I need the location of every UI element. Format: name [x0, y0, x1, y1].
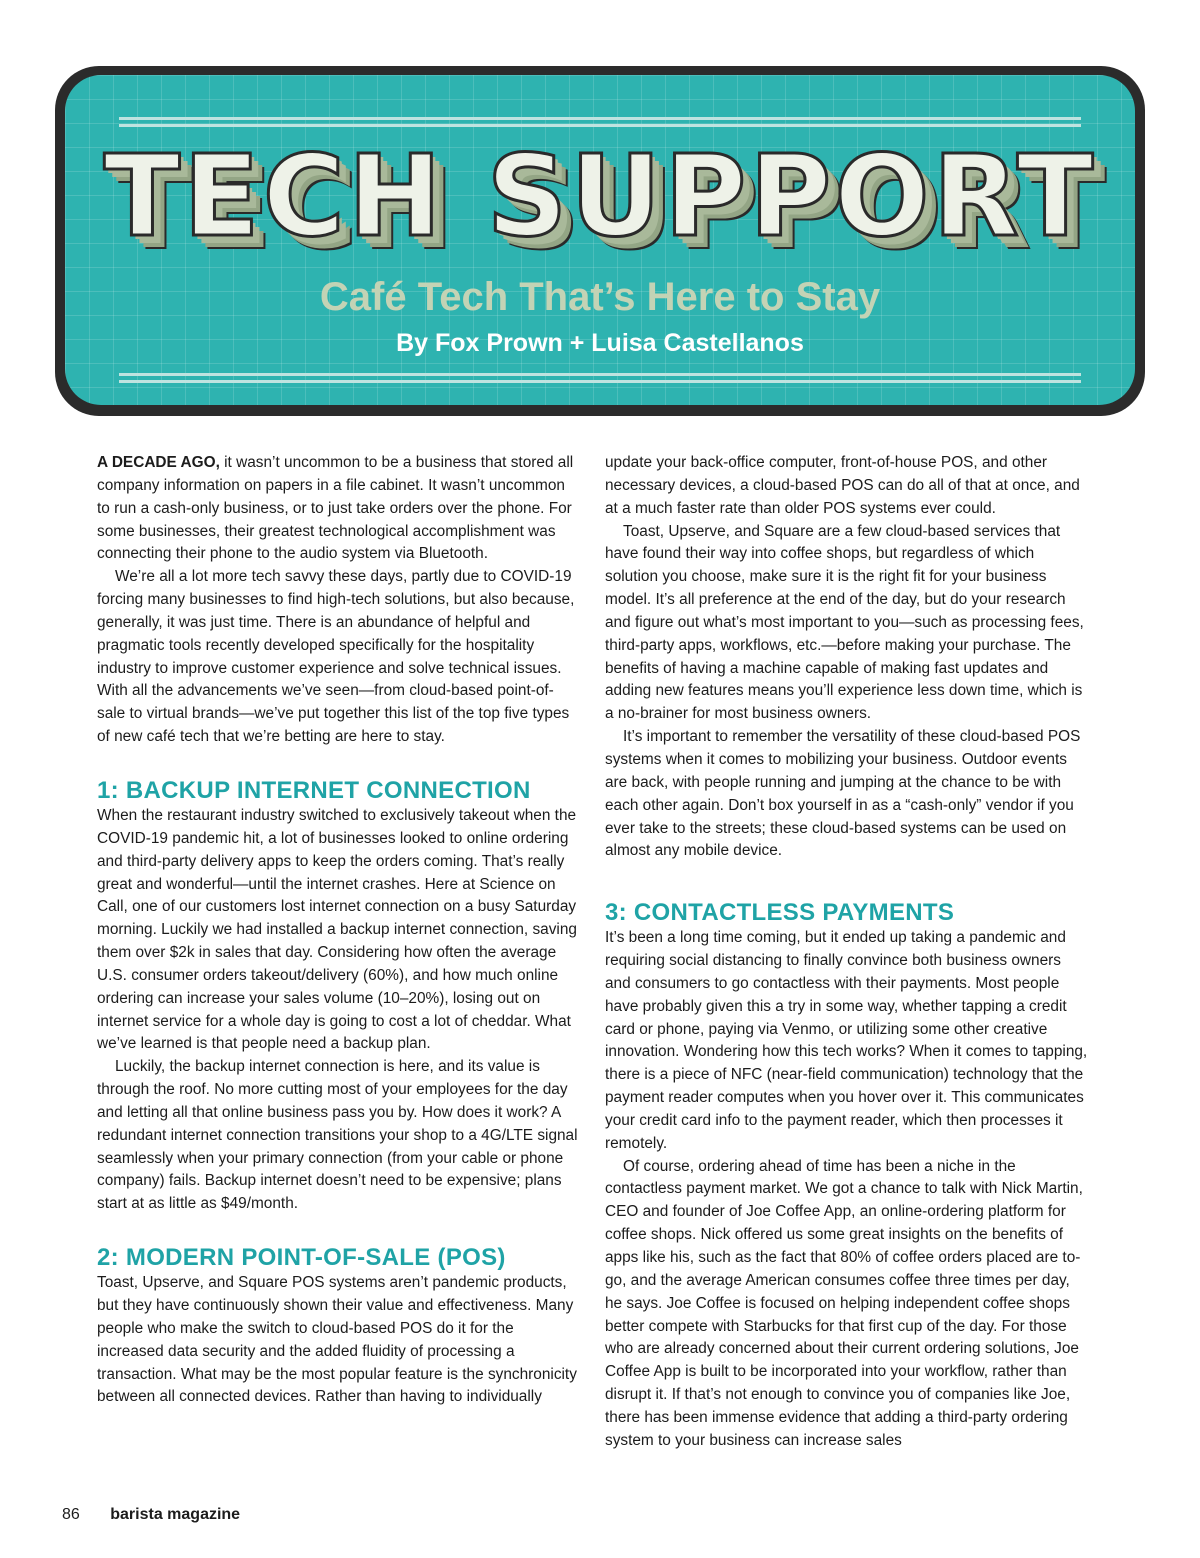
section-2-paragraph-2: Toast, Upserve, and Square are a few cloud-based services that have found their way into coffee shops, but regardless of which solution you choose, make sure it is the right fit for your business model. It’s all preference at the end of the day, but do your research and figure out what’s most important to you—such as processing fees, third-party apps, workflows, etc.—before making your purchase. The benefits of having a machine capable of making fast updates and adding new features means you’ll experience less down time, which is a no-brainer for most business owners.	[605, 522, 1084, 723]
section-2-paragraph-1-continued: update your back-office computer, front-of-house POS, and other necessary devices, a cloud-based POS can do all of that at once, and at a much faster rate than older POS systems ever could.	[605, 454, 1080, 517]
banner-rule-bottom	[119, 373, 1081, 383]
intro-paragraph-2: We’re all a lot more tech savvy these days, partly due to COVID-19 forcing many businesses to find high-tech solutions, but also because, generally, it was just time. There is an abundance of helpful and pragmatic tools recently developed specifically for the hospitality industry to improve customer experience and solve technical issues. With all the advancements we’ve seen—from cloud-based point-of-sale to virtual brands—we’ve put together this list of the top five types of new café tech that we’re betting are here to stay.	[97, 568, 575, 746]
right-column	[605, 452, 1090, 1453]
section-3-paragraph-1: It’s been a long time coming, but it ended up taking a pandemic and requiring social distancing to finally convince both business owners and consumers to go contactless with their payments. Most people have probably given this a try in some way, whether tapping a credit card or phone, paying via Venmo, or utilizing some other creative innovation. Wondering how this tech works? When it comes to tapping, there is a piece of NFC (near-field communication) technology that the payment reader computes when you hover over it. This communicates your credit card info to the payment reader, which then processes it remotely.	[605, 929, 1088, 1152]
section-3-paragraph-2: Of course, ordering ahead of time has been a niche in the contactless payment market. We got a chance to talk with Nick Martin, CEO and founder of Joe Coffee App, an online-ordering platform for coffee shops. Nick offered us some great insights on the benefits of apps like his, such as the fact that 80% of coffee orders placed are to-go, and the average American consumes coffee three times per day, he says. Joe Coffee is focused on helping independent coffee shops better compete with Starbucks for that first cup of the day. For those who are already concerned about their current ordering solutions, Joe Coffee App is built to be incorporated into your workflow, rather than disrupt it. If that’s not enough to convince you of companies like Joe, there has been immense evidence that adding a third-party ordering system to your business can increase sales	[605, 1157, 1083, 1449]
section-2-heading: 2: MODERN POINT-OF-SALE (POS)	[97, 1244, 506, 1272]
magazine-name: barista magazine	[110, 1506, 241, 1523]
intro-paragraph-1	[97, 452, 582, 566]
section-2-paragraph-3: It’s important to remember the versatility of these cloud-based POS systems when it comes to mobilizing your business. Outdoor events are back, with people running and jumping at the chance to be with each other again. Don’t box yourself in as a “cash-only” vendor if you ever take to the streets; these cloud-based systems can be used on almost any mobile device.	[605, 728, 1081, 860]
section-3-heading: 3: CONTACTLESS PAYMENTS	[605, 899, 955, 927]
page-footer	[62, 1506, 240, 1524]
intro-lead: A DECADE AGO,	[97, 454, 220, 471]
section-1-paragraph-1: When the restaurant industry switched to exclusively takeout when the COVID-19 pandemic hit, a lot of businesses looked to online ordering and third-party delivery apps to keep the orders coming. That’s really great and wonderful—until the internet crashes. Here at Science on Call, one of our customers lost internet connection on a busy Saturday morning. Luckily we had installed a backup internet connection, saving them over $2k in sales that day. Considering how often the average U.S. consumer orders takeout/delivery (60%), and how much online ordering can increase your sales volume (10–20%), losing out on internet service for a whole day is going to cost a lot of cheddar. What we’ve learned is that people need a backup plan.	[97, 806, 577, 1053]
page-number: 86	[62, 1506, 80, 1523]
article-title: TECH SUPPORT	[103, 132, 1097, 262]
banner-rule-top	[119, 117, 1081, 127]
section-1-paragraph-2: Luckily, the backup internet connection is here, and its value is through the roof. No more cutting most of your employees for the day and letting all that online business pass you by. How does it work? A redundant internet connection transitions your shop to a 4G/LTE signal seamlessly when your primary connection (from your cable or phone company) fails. Backup internet doesn’t need to be expensive; plans start at as little as $49/month.	[97, 1058, 578, 1213]
left-column	[97, 452, 582, 1409]
title-banner	[55, 66, 1145, 416]
article-byline: By Fox Prown + Luisa Castellanos	[396, 329, 804, 357]
banner-panel	[65, 75, 1135, 405]
article-subtitle: Café Tech That’s Here to Stay	[319, 275, 881, 319]
section-1-heading: 1: BACKUP INTERNET CONNECTION	[97, 776, 531, 804]
intro-p1-text: it wasn’t uncommon to be a business that stored all company information on papers in a file cabinet. It wasn’t uncommon to run a cash-only business, or to just take orders over the phone. For some businesses, their greatest technological accomplishment was connecting their phone to the audio system via Bluetooth.	[97, 454, 574, 563]
section-2-paragraph-1: Toast, Upserve, and Square POS systems aren’t pandemic products, but they have continuously shown their value and effectiveness. Many people who make the switch to cloud-based POS do it for the increased data security and the added fluidity of processing a transaction. What may be the most popular feature is the synchronicity between all connected devices. Rather than having to individually	[97, 1274, 577, 1406]
